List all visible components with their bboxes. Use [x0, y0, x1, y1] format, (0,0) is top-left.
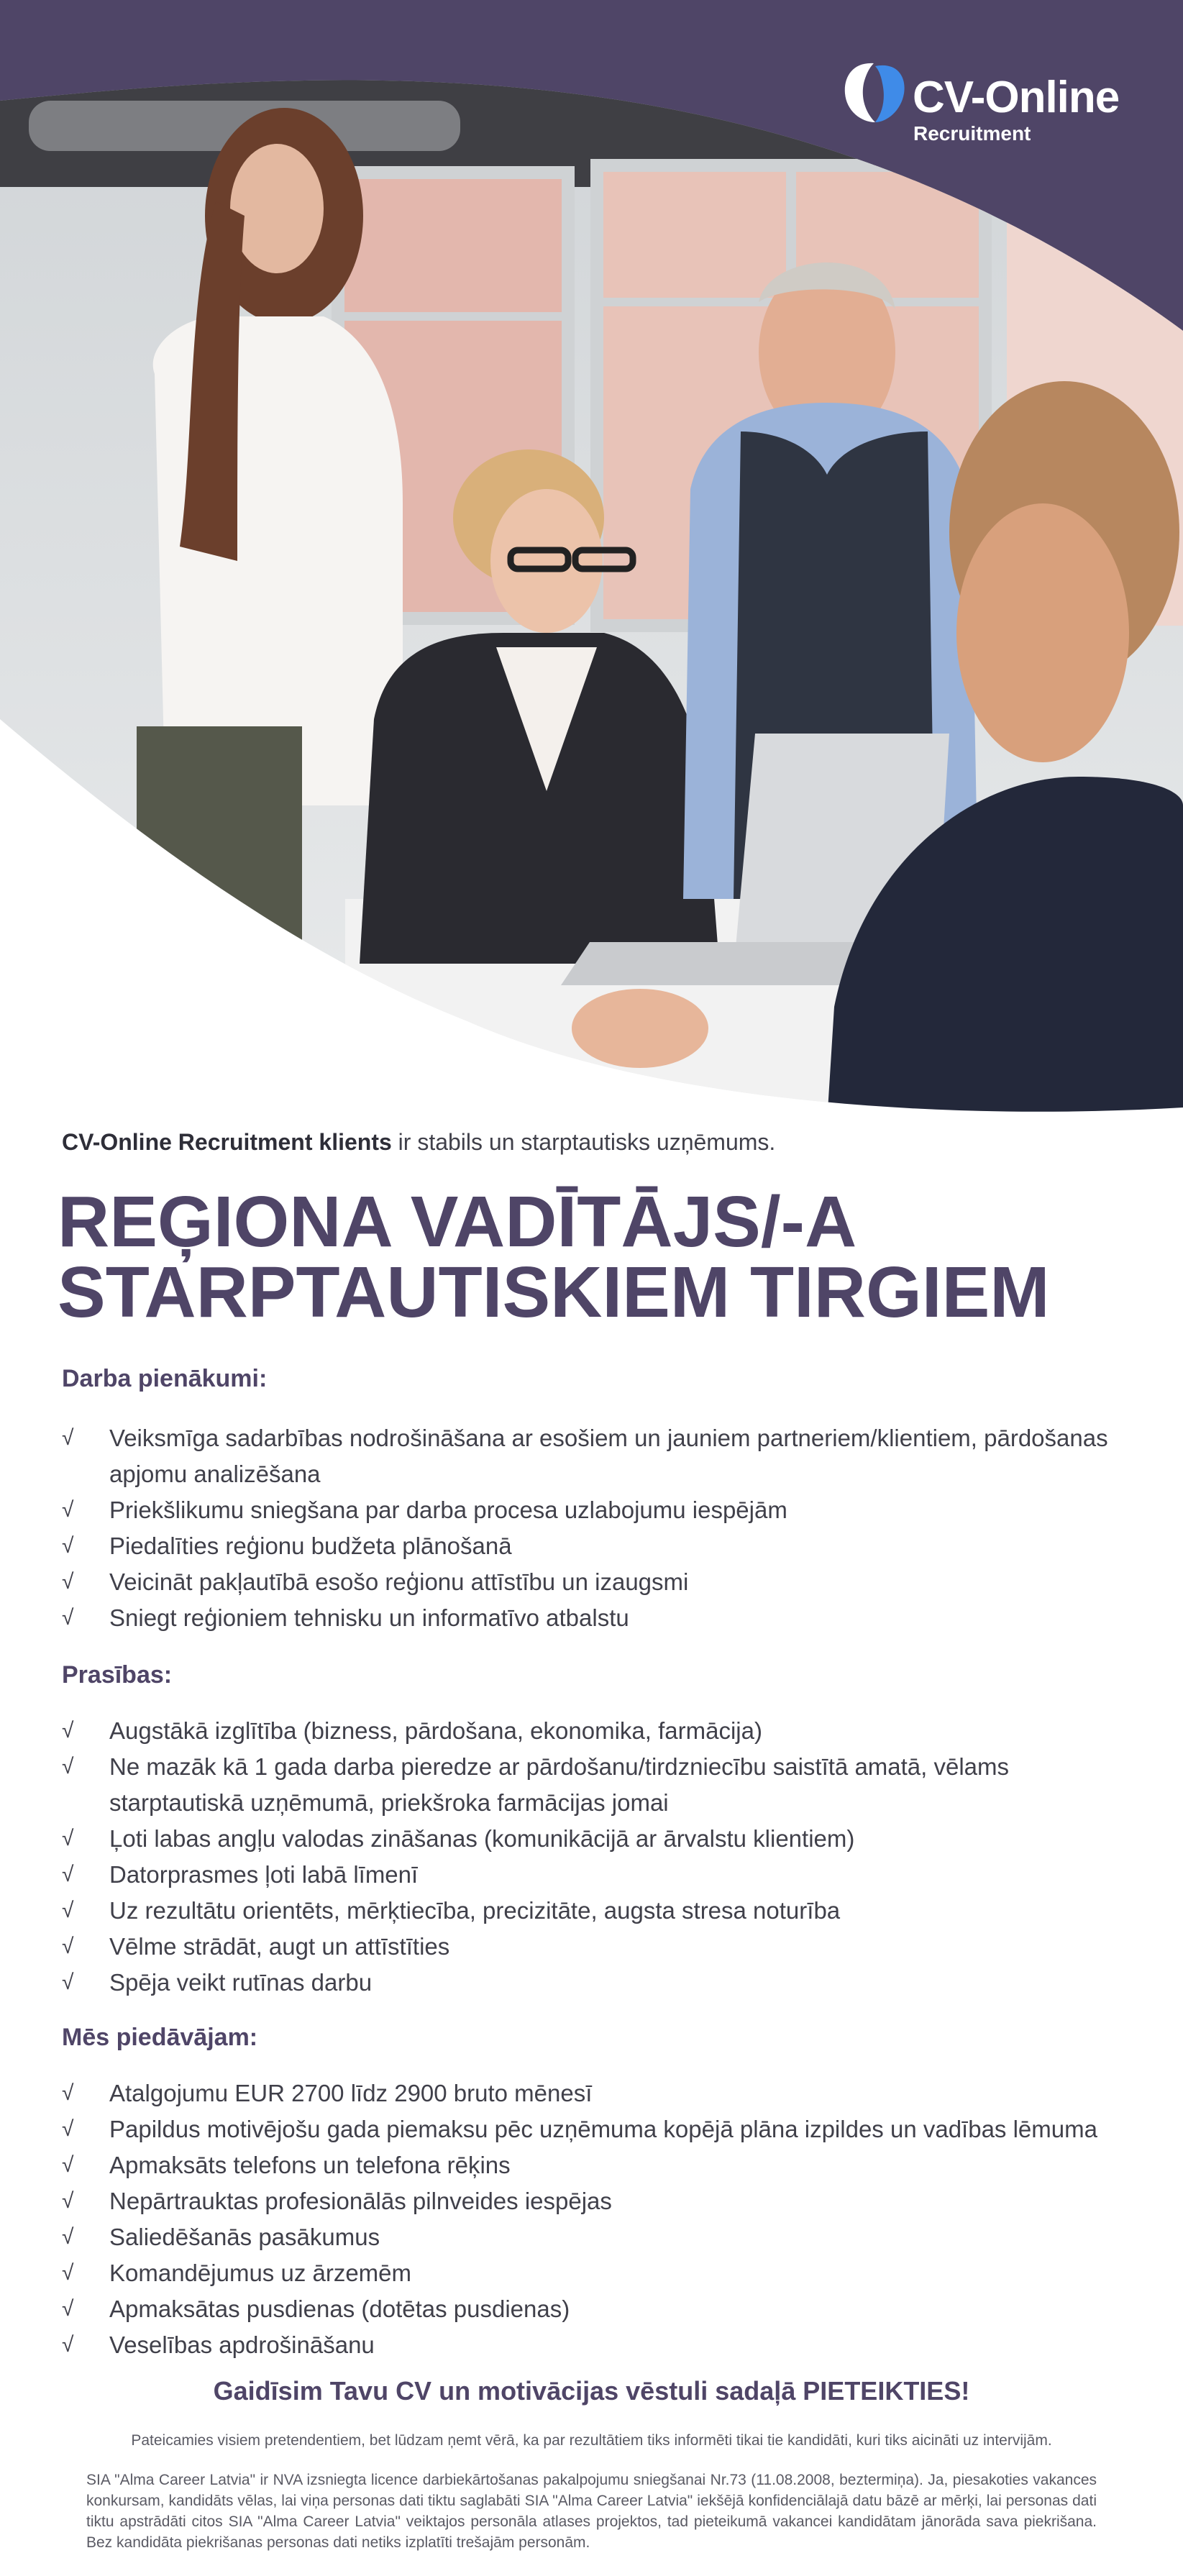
list-item: √ Ne mazāk kā 1 gada darba pieredze ar pārdošanu/tirdzniecību saistītā amatā, vēlams starptautiskā uzņēmumā, priekšroka farmācijas jomai — [62, 1749, 1141, 1821]
check-icon: √ — [62, 2225, 74, 2249]
check-icon: √ — [62, 1755, 74, 1778]
footer-note: Pateicamies visiem pretendentiem, bet lūdzam ņemt vērā, ka par rezultātiem tiks informēti tikai tie kandidāti, kuri tiks aicināti uz intervijām. — [131, 2432, 1052, 2449]
list-item: √ Apmaksātas pusdienas (dotētas pusdienas) — [62, 2291, 1141, 2327]
list-item: √ Spēja veikt rutīnas darbu — [62, 1965, 1141, 2001]
list-item: √ Piedalīties reģionu budžeta plānošanā — [62, 1528, 1141, 1564]
check-icon: √ — [62, 1534, 74, 1558]
check-icon: √ — [62, 1719, 74, 1743]
list-item: √ Datorprasmes ļoti labā līmenī — [62, 1857, 1141, 1893]
list-item: √ Nepārtrauktas profesionālās pilnveides iespējas — [62, 2183, 1141, 2219]
check-icon: √ — [62, 2081, 74, 2105]
section-heading-offer: Mēs piedāvājam: — [62, 2024, 258, 2051]
brand-name: CV-Online — [913, 73, 1120, 122]
list-item: √ Priekšlikumu sniegšana par darba procesa uzlabojumu iespējām — [62, 1492, 1141, 1528]
list-item: √ Uz rezultātu orientēts, mērķtiecība, precizitāte, augsta stresa noturība — [62, 1893, 1141, 1929]
check-icon: √ — [62, 1606, 74, 1630]
intro-text — [62, 1129, 775, 1156]
job-title-line-1: REĢIONA VADĪTĀJS/-A — [58, 1182, 857, 1262]
list-item: √ Papildus motivējošu gada piemaksu pēc uzņēmuma kopējā plāna izpildes un vadības lēmuma — [62, 2111, 1141, 2147]
check-icon: √ — [62, 1498, 74, 1522]
brand-sub: Recruitment — [913, 122, 1031, 145]
hero-banner — [0, 0, 1183, 1122]
job-title — [58, 1182, 1136, 1333]
check-icon: √ — [62, 2153, 74, 2177]
check-icon: √ — [62, 2333, 74, 2357]
list-item: √ Komandējumus uz ārzemēm — [62, 2255, 1141, 2291]
intro-rest: ir stabils un starptautisks uzņēmums. — [391, 1129, 776, 1155]
cv-online-logo[interactable] — [838, 56, 1140, 150]
list-item: √ Apmaksāts telefons un telefona rēķins — [62, 2147, 1141, 2183]
requirements-list — [62, 1713, 1141, 2001]
list-item: √ Atalgojumu EUR 2700 līdz 2900 bruto mēnesī — [62, 2075, 1141, 2111]
check-icon: √ — [62, 1426, 74, 1450]
check-icon: √ — [62, 1970, 74, 1994]
intro-client: CV-Online Recruitment klients — [62, 1129, 392, 1155]
duties-list — [62, 1420, 1141, 1636]
check-icon: √ — [62, 2261, 74, 2285]
hero-photo — [0, 0, 1183, 1122]
list-item: √ Veiksmīga sadarbības nodrošināšana ar esošiem un jauniem partneriem/klientiem, pārdošanas apjomu analizēšana — [62, 1420, 1141, 1492]
check-icon: √ — [62, 2297, 74, 2321]
job-title-line-2: STARPTAUTISKIEM TIRGIEM — [58, 1252, 1050, 1333]
check-icon: √ — [62, 1899, 74, 1922]
check-icon: √ — [62, 1863, 74, 1886]
list-item: √ Ļoti labas angļu valodas zināšanas (komunikācijā ar ārvalstu klientiem) — [62, 1821, 1141, 1857]
list-item: √ Augstākā izglītība (bizness, pārdošana, ekonomika, farmācija) — [62, 1713, 1141, 1749]
check-icon: √ — [62, 1935, 74, 1958]
check-icon: √ — [62, 2189, 74, 2213]
section-heading-duties: Darba pienākumi: — [62, 1365, 268, 1392]
list-item: √ Vēlme strādāt, augt un attīstīties — [62, 1929, 1141, 1965]
footer-legal: SIA "Alma Career Latvia" ir NVA izsniegta licence darbiekārtošanas pakalpojumu sniegšanai Nr.73 (11.08.2008, beztermiņa). Ja, piesakoties vakances konkursam, kandidāts vēlas, lai viņa personas dati tiktu saglabāti SIA "Alma Career Latvia" iekšējā konfidenciālajā datu bāzē ar mērķi, lai personas dati tiktu apstrādāti citos SIA "Alma Career Latvia" veiktajos personāla atlases projektos, tad pieteikumā vakancei kandidātam jānorāda sava piekrišana. Bez kandidāta piekrišanas personas dati netiks izplatīti trešajām personām. — [86, 2472, 1097, 2551]
offer-list — [62, 2075, 1141, 2363]
list-item: √ Veselības apdrošināšanu — [62, 2327, 1141, 2363]
shield-logo-icon — [838, 56, 910, 128]
list-item: √ Veicināt pakļautībā esošo reģionu attīstību un izaugsmi — [62, 1564, 1141, 1600]
check-icon: √ — [62, 1570, 74, 1594]
apply-call-to-action: Gaidīsim Tavu CV un motivācijas vēstuli sadaļā PIETEIKTIES! — [213, 2376, 970, 2406]
list-item: √ Sniegt reģioniem tehnisku un informatīvo atbalstu — [62, 1600, 1141, 1636]
check-icon: √ — [62, 2117, 74, 2141]
list-item: √ Saliedēšanās pasākumus — [62, 2219, 1141, 2255]
check-icon: √ — [62, 1827, 74, 1850]
section-heading-requirements: Prasības: — [62, 1661, 173, 1689]
